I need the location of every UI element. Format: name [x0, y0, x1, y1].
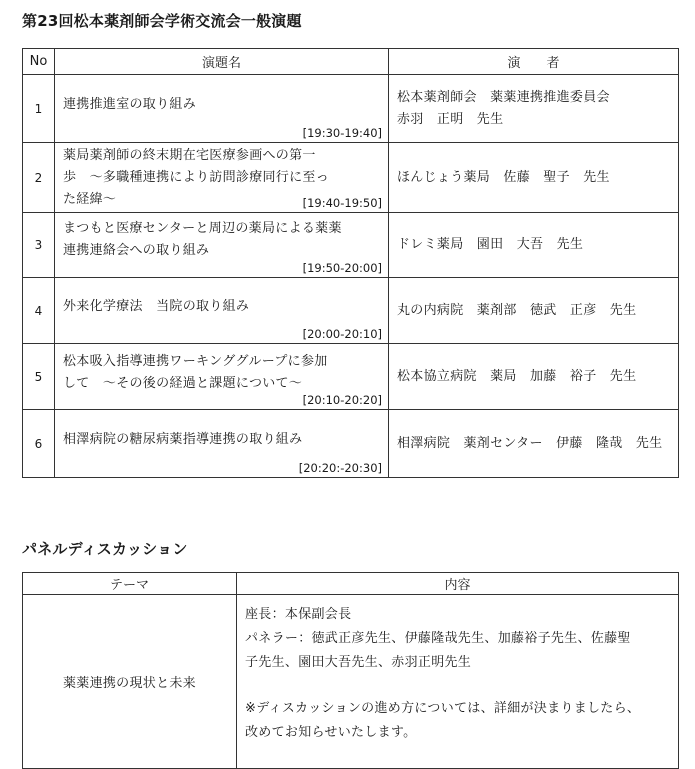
- speaker-line: 松本協立病院 薬局 加藤 裕子 先生: [397, 368, 637, 384]
- note-line: 改めてお知らせいたします。: [245, 725, 417, 740]
- speaker-line: 相澤病院 薬剤センター 伊藤 隆哉 先生: [397, 435, 663, 451]
- lecture-title: 外来化学療法 当院の取り組み: [63, 298, 250, 314]
- table-row: [23, 595, 679, 769]
- column-header-title: 演題名: [55, 49, 389, 75]
- row-number: 2: [23, 143, 55, 213]
- content-line: 子先生、園田大吾先生、赤羽正明先生: [245, 655, 472, 670]
- content-line: 座長：本保副会長: [245, 607, 352, 622]
- lecture-title-line: た経緯～: [63, 191, 117, 207]
- lecture-title-cell: [55, 213, 389, 278]
- lecture-time: [20:10-20:20]: [302, 393, 382, 407]
- lecture-title-cell: [55, 344, 389, 410]
- spacer: [245, 675, 670, 697]
- lecture-title-line: 薬局薬剤師の終末期在宅医療参画への第一: [63, 147, 316, 163]
- table-row: [23, 410, 679, 478]
- lecture-time: [19:40-19:50]: [302, 196, 382, 210]
- lectures-table: [22, 48, 679, 478]
- lectures-header-row: [23, 49, 679, 75]
- lecture-title-line: まつもと医療センターと周辺の薬局による薬薬: [63, 221, 342, 236]
- lecture-title-cell: [55, 143, 389, 213]
- column-header-theme: テーマ: [23, 573, 237, 595]
- speaker-cell: [389, 344, 679, 410]
- lecture-title-line: 歩 ～多職種連携により訪問診療同行に至っ: [63, 169, 330, 185]
- lecture-title-line: 松本吸入指導連携ワーキンググループに参加: [63, 353, 328, 369]
- row-number: 3: [23, 213, 55, 278]
- content-line: パネラー：徳武正彦先生、伊藤隆哉先生、加藤裕子先生、佐藤聖: [245, 631, 631, 646]
- table-row: [23, 278, 679, 344]
- table-row: [23, 344, 679, 410]
- panel-header-row: [23, 573, 679, 595]
- speaker-line: 丸の内病院 薬剤部 徳武 正彦 先生: [397, 302, 637, 318]
- lecture-title: 連携推進室の取り組み: [63, 96, 197, 112]
- panel-heading: パネルディスカッション: [22, 540, 188, 558]
- lecture-title-cell: [55, 75, 389, 143]
- table-row: [23, 143, 679, 213]
- lecture-time: [19:50-20:00]: [302, 261, 382, 275]
- speaker-line: ほんじょう薬局 佐藤 聖子 先生: [397, 169, 610, 185]
- note-line: ※ディスカッションの進め方については、詳細が決まりましたら、: [245, 701, 641, 716]
- speaker-cell: [389, 278, 679, 344]
- speaker-line: 松本薬剤師会 薬薬連携推進委員会: [397, 89, 610, 105]
- speaker-line: ドレミ薬局 園田 大吾 先生: [397, 237, 584, 252]
- lecture-time: [20:20:-20:30]: [298, 461, 382, 475]
- column-header-no: No: [23, 49, 55, 75]
- lecture-title-line: して ～その後の経過と課題について～: [63, 375, 303, 391]
- lecture-time: [19:30-19:40]: [302, 126, 382, 140]
- lecture-title-line: 連携連絡会への取り組み: [63, 243, 210, 258]
- table-row: [23, 213, 679, 278]
- lecture-title-cell: [55, 278, 389, 344]
- row-number: 6: [23, 410, 55, 478]
- panel-table: [22, 572, 679, 769]
- lecture-time: [20:00-20:10]: [302, 327, 382, 341]
- panel-theme: 薬薬連携の現状と未来: [23, 595, 237, 769]
- speaker-cell: [389, 75, 679, 143]
- lecture-title: 相澤病院の糖尿病薬指導連携の取り組み: [63, 431, 303, 447]
- speaker-cell: [389, 410, 679, 478]
- panel-content: [237, 595, 679, 769]
- lecture-title: [63, 218, 382, 262]
- row-number: 5: [23, 344, 55, 410]
- lecture-title: [63, 351, 382, 395]
- table-row: [23, 75, 679, 143]
- column-header-content: 内容: [237, 573, 679, 595]
- column-header-speaker: 演 者: [389, 49, 679, 75]
- row-number: 1: [23, 75, 55, 143]
- row-number: 4: [23, 278, 55, 344]
- lecture-title-cell: [55, 410, 389, 478]
- speaker-cell: [389, 213, 679, 278]
- speaker-line: 赤羽 正明 先生: [397, 111, 504, 127]
- speaker-cell: [389, 143, 679, 213]
- lectures-heading: 第23回松本薬剤師会学術交流会一般演題: [22, 12, 302, 30]
